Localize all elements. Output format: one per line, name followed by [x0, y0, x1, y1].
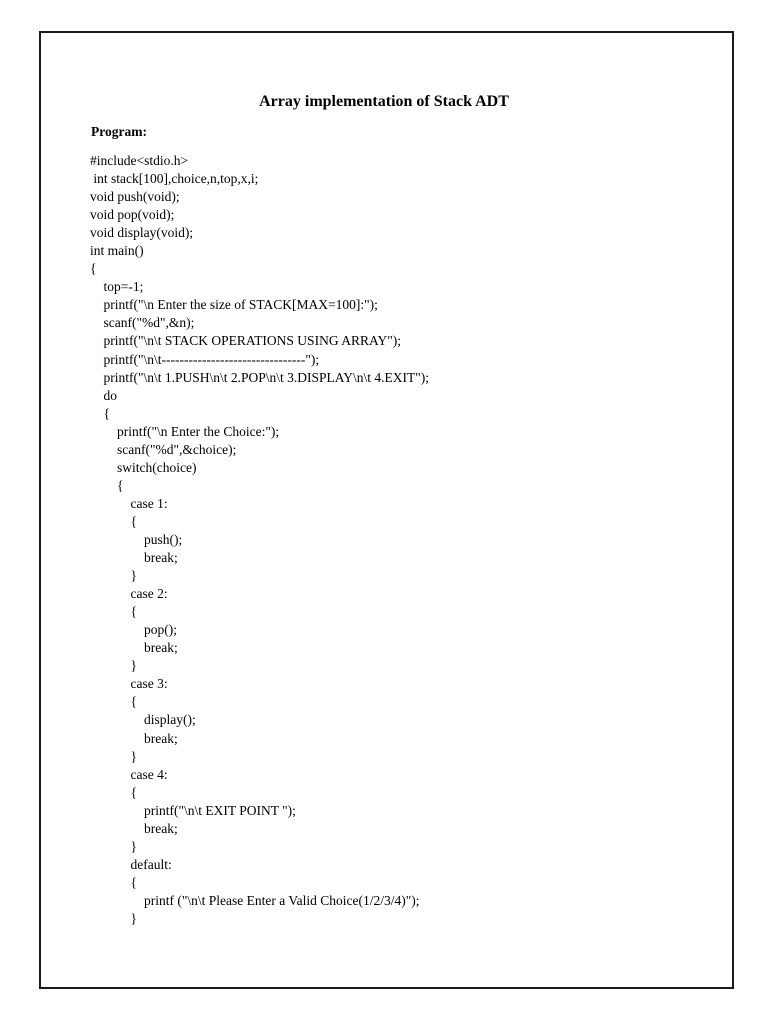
- code-line: push();: [90, 531, 183, 547]
- code-line: switch(choice): [90, 459, 197, 475]
- code-line: {: [90, 604, 137, 620]
- code-line: }: [90, 838, 137, 854]
- code-line: printf("\n\t EXIT POINT ");: [90, 802, 296, 818]
- code-line: printf("\n Enter the Choice:");: [90, 423, 280, 439]
- code-line: }: [90, 910, 137, 926]
- code-line: display();: [90, 712, 196, 728]
- code-line: case 1:: [90, 495, 168, 511]
- code-block: [90, 152, 429, 928]
- code-line: default:: [90, 856, 172, 872]
- code-line: {: [90, 261, 97, 277]
- code-line: }: [90, 568, 137, 584]
- code-line: case 3:: [90, 676, 168, 692]
- code-line: top=-1;: [90, 279, 144, 295]
- code-line: {: [90, 405, 110, 421]
- code-line: printf("\n Enter the size of STACK[MAX=100]:");: [90, 297, 378, 313]
- code-line: int main(): [90, 243, 144, 259]
- code-line: void display(void);: [90, 225, 194, 241]
- document-title: Array implementation of Stack ADT: [259, 93, 509, 110]
- code-line: int stack[100],choice,n,top,x,i;: [90, 171, 259, 187]
- code-line: }: [90, 658, 137, 674]
- code-line: do: [90, 387, 117, 403]
- code-line: {: [90, 477, 124, 493]
- code-line: scanf("%d",&n);: [90, 315, 195, 331]
- code-line: pop();: [90, 622, 177, 638]
- code-line: break;: [90, 640, 178, 656]
- code-line: void push(void);: [90, 189, 180, 205]
- program-label: Program:: [91, 124, 147, 139]
- code-line: break;: [90, 820, 178, 836]
- code-line: {: [90, 874, 137, 890]
- code-line: case 2:: [90, 586, 168, 602]
- code-line: {: [90, 784, 137, 800]
- code-line: #include<stdio.h>: [90, 153, 189, 168]
- code-line: case 4:: [90, 766, 168, 782]
- code-line: break;: [90, 550, 178, 566]
- code-line: scanf("%d",&choice);: [90, 441, 237, 457]
- code-line: printf("\n\t--------------------------------");: [90, 351, 320, 367]
- code-line: printf ("\n\t Please Enter a Valid Choice(1/2/3/4)");: [90, 892, 420, 908]
- code-line: }: [90, 748, 137, 764]
- code-line: break;: [90, 730, 178, 746]
- code-line: {: [90, 513, 137, 529]
- code-line: printf("\n\t 1.PUSH\n\t 2.POP\n\t 3.DISPLAY\n\t 4.EXIT");: [90, 369, 430, 385]
- code-line: void pop(void);: [90, 207, 175, 223]
- code-line: {: [90, 694, 137, 710]
- code-line: printf("\n\t STACK OPERATIONS USING ARRAY");: [90, 333, 401, 349]
